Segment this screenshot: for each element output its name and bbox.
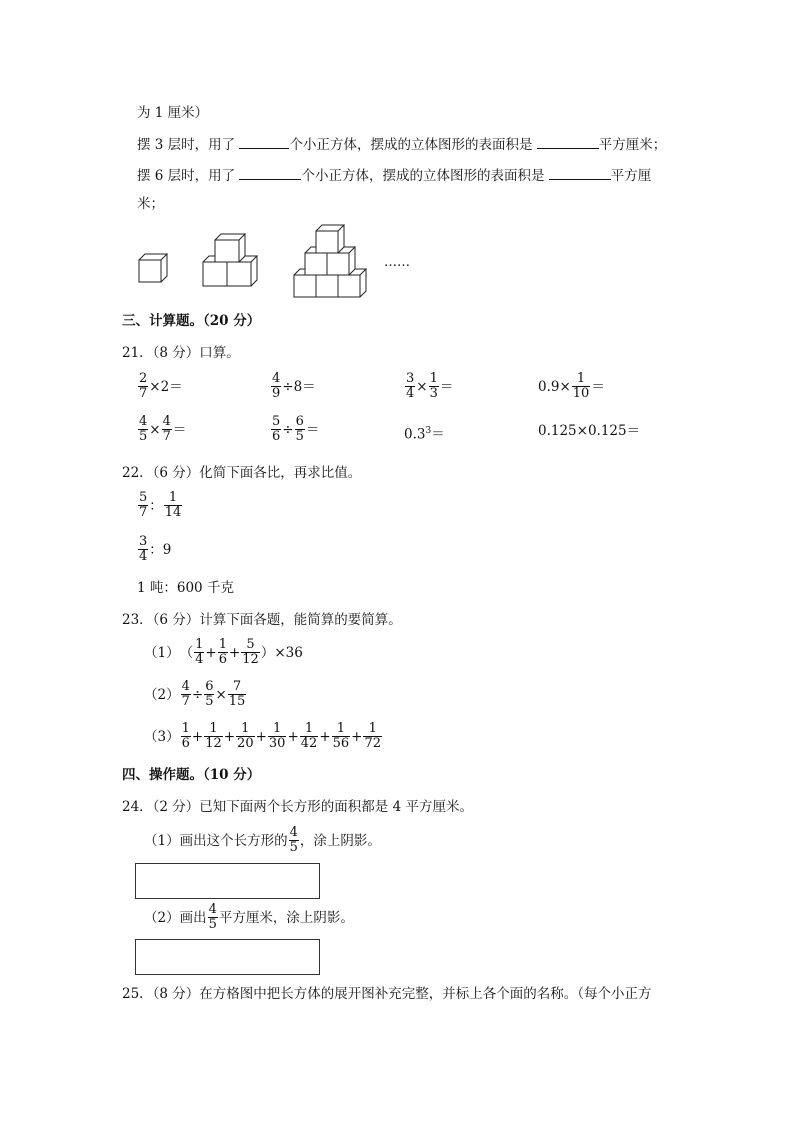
answer-blank[interactable] xyxy=(239,134,289,149)
cube-3-layers xyxy=(294,225,366,297)
section-3-title: 三、计算题。（20 分） xyxy=(122,313,261,329)
q21-item-6: $\frac{5}{6}$ ÷ $\frac{6}{5}$ ＝ xyxy=(272,414,320,444)
q24-stem: 24．（2 分）已知下面两个长方形的面积都是 4 平方厘米。 xyxy=(122,799,473,815)
ellipsis: …… xyxy=(384,255,410,270)
q20-line-6-layers: 摆 6 层时，用了 个小正方体，摆成的立体图形的表面积是 平方厘 xyxy=(137,165,651,185)
cube-2-layers xyxy=(203,234,257,286)
q22-stem: 22．（6 分）化简下面各比，再求比值。 xyxy=(122,465,362,481)
q21-item-2: $\frac{4}{9}$ ÷8＝ xyxy=(272,371,316,401)
cube-1-layer xyxy=(139,254,167,282)
q20-unit-text: 为 1 厘米） xyxy=(137,105,209,121)
q20-line-end: 米； xyxy=(137,196,164,212)
q22-item-c: 1 吨：600 千克 xyxy=(137,580,234,596)
section-4-title: 四、操作题。（10 分） xyxy=(122,767,261,783)
q24-part-1: （1）画出这个长方形的 $\frac{4}{5}$ ，涂上阴影。 xyxy=(144,825,381,855)
cube-stack-figure xyxy=(133,222,413,302)
rectangle-2[interactable] xyxy=(135,939,320,975)
q21-item-4: 0.9× $\frac{1}{10}$ ＝ xyxy=(538,371,605,401)
answer-blank[interactable] xyxy=(537,134,599,149)
q21-item-1: $\frac{2}{7}$ ×2＝ xyxy=(139,371,183,401)
answer-blank[interactable] xyxy=(239,165,301,180)
q21-item-3: $\frac{3}{4}$ × $\frac{1}{3}$ ＝ xyxy=(406,371,454,401)
q23-part-1: （1） （ $\frac{1}{4}$ + $\frac{1}{6}$ + $\frac{5}{12}$ ）×36 xyxy=(144,637,303,667)
rectangle-1[interactable] xyxy=(135,863,320,899)
q22-item-b: $\frac{3}{4}$ ：9 xyxy=(139,534,172,564)
q23-part-3: （3） $\frac{1}{6}$ + $\frac{1}{12}$ + $\frac{1}{20}$ + $\frac{1}{30}$ + $\frac{1}{42}$ + $\frac{1}{56}$ + $\frac{1}{72}$ xyxy=(144,721,382,751)
q21-item-8: 0.125×0.125＝ xyxy=(538,423,641,439)
q23-part-2: （2） $\frac{4}{7}$ ÷ $\frac{6}{5}$ × $\frac{7}{15}$ xyxy=(144,679,246,709)
q21-item-5: $\frac{4}{5}$ × $\frac{4}{7}$ ＝ xyxy=(139,414,187,444)
q21-stem: 21．（8 分）口算。 xyxy=(122,345,240,361)
answer-blank[interactable] xyxy=(549,165,611,180)
q24-part-2: （2）画出 $\frac{4}{5}$ 平方厘米，涂上阴影。 xyxy=(144,902,354,932)
q21-item-7: $0.3^3=$ xyxy=(404,426,445,443)
q25-stem: 25．（8 分）在方格图中把长方体的展开图补充完整，并标上各个面的名称。（每个小正方 xyxy=(122,986,652,1002)
q20-line-3-layers: 摆 3 层时，用了 个小正方体，摆成的立体图形的表面积是 平方厘米； xyxy=(137,134,666,154)
q22-item-a: $\frac{5}{7}$ ： $\frac{1}{14}$ xyxy=(139,490,182,520)
q23-stem: 23．（6 分）计算下面各题，能简算的要简算。 xyxy=(122,612,402,628)
